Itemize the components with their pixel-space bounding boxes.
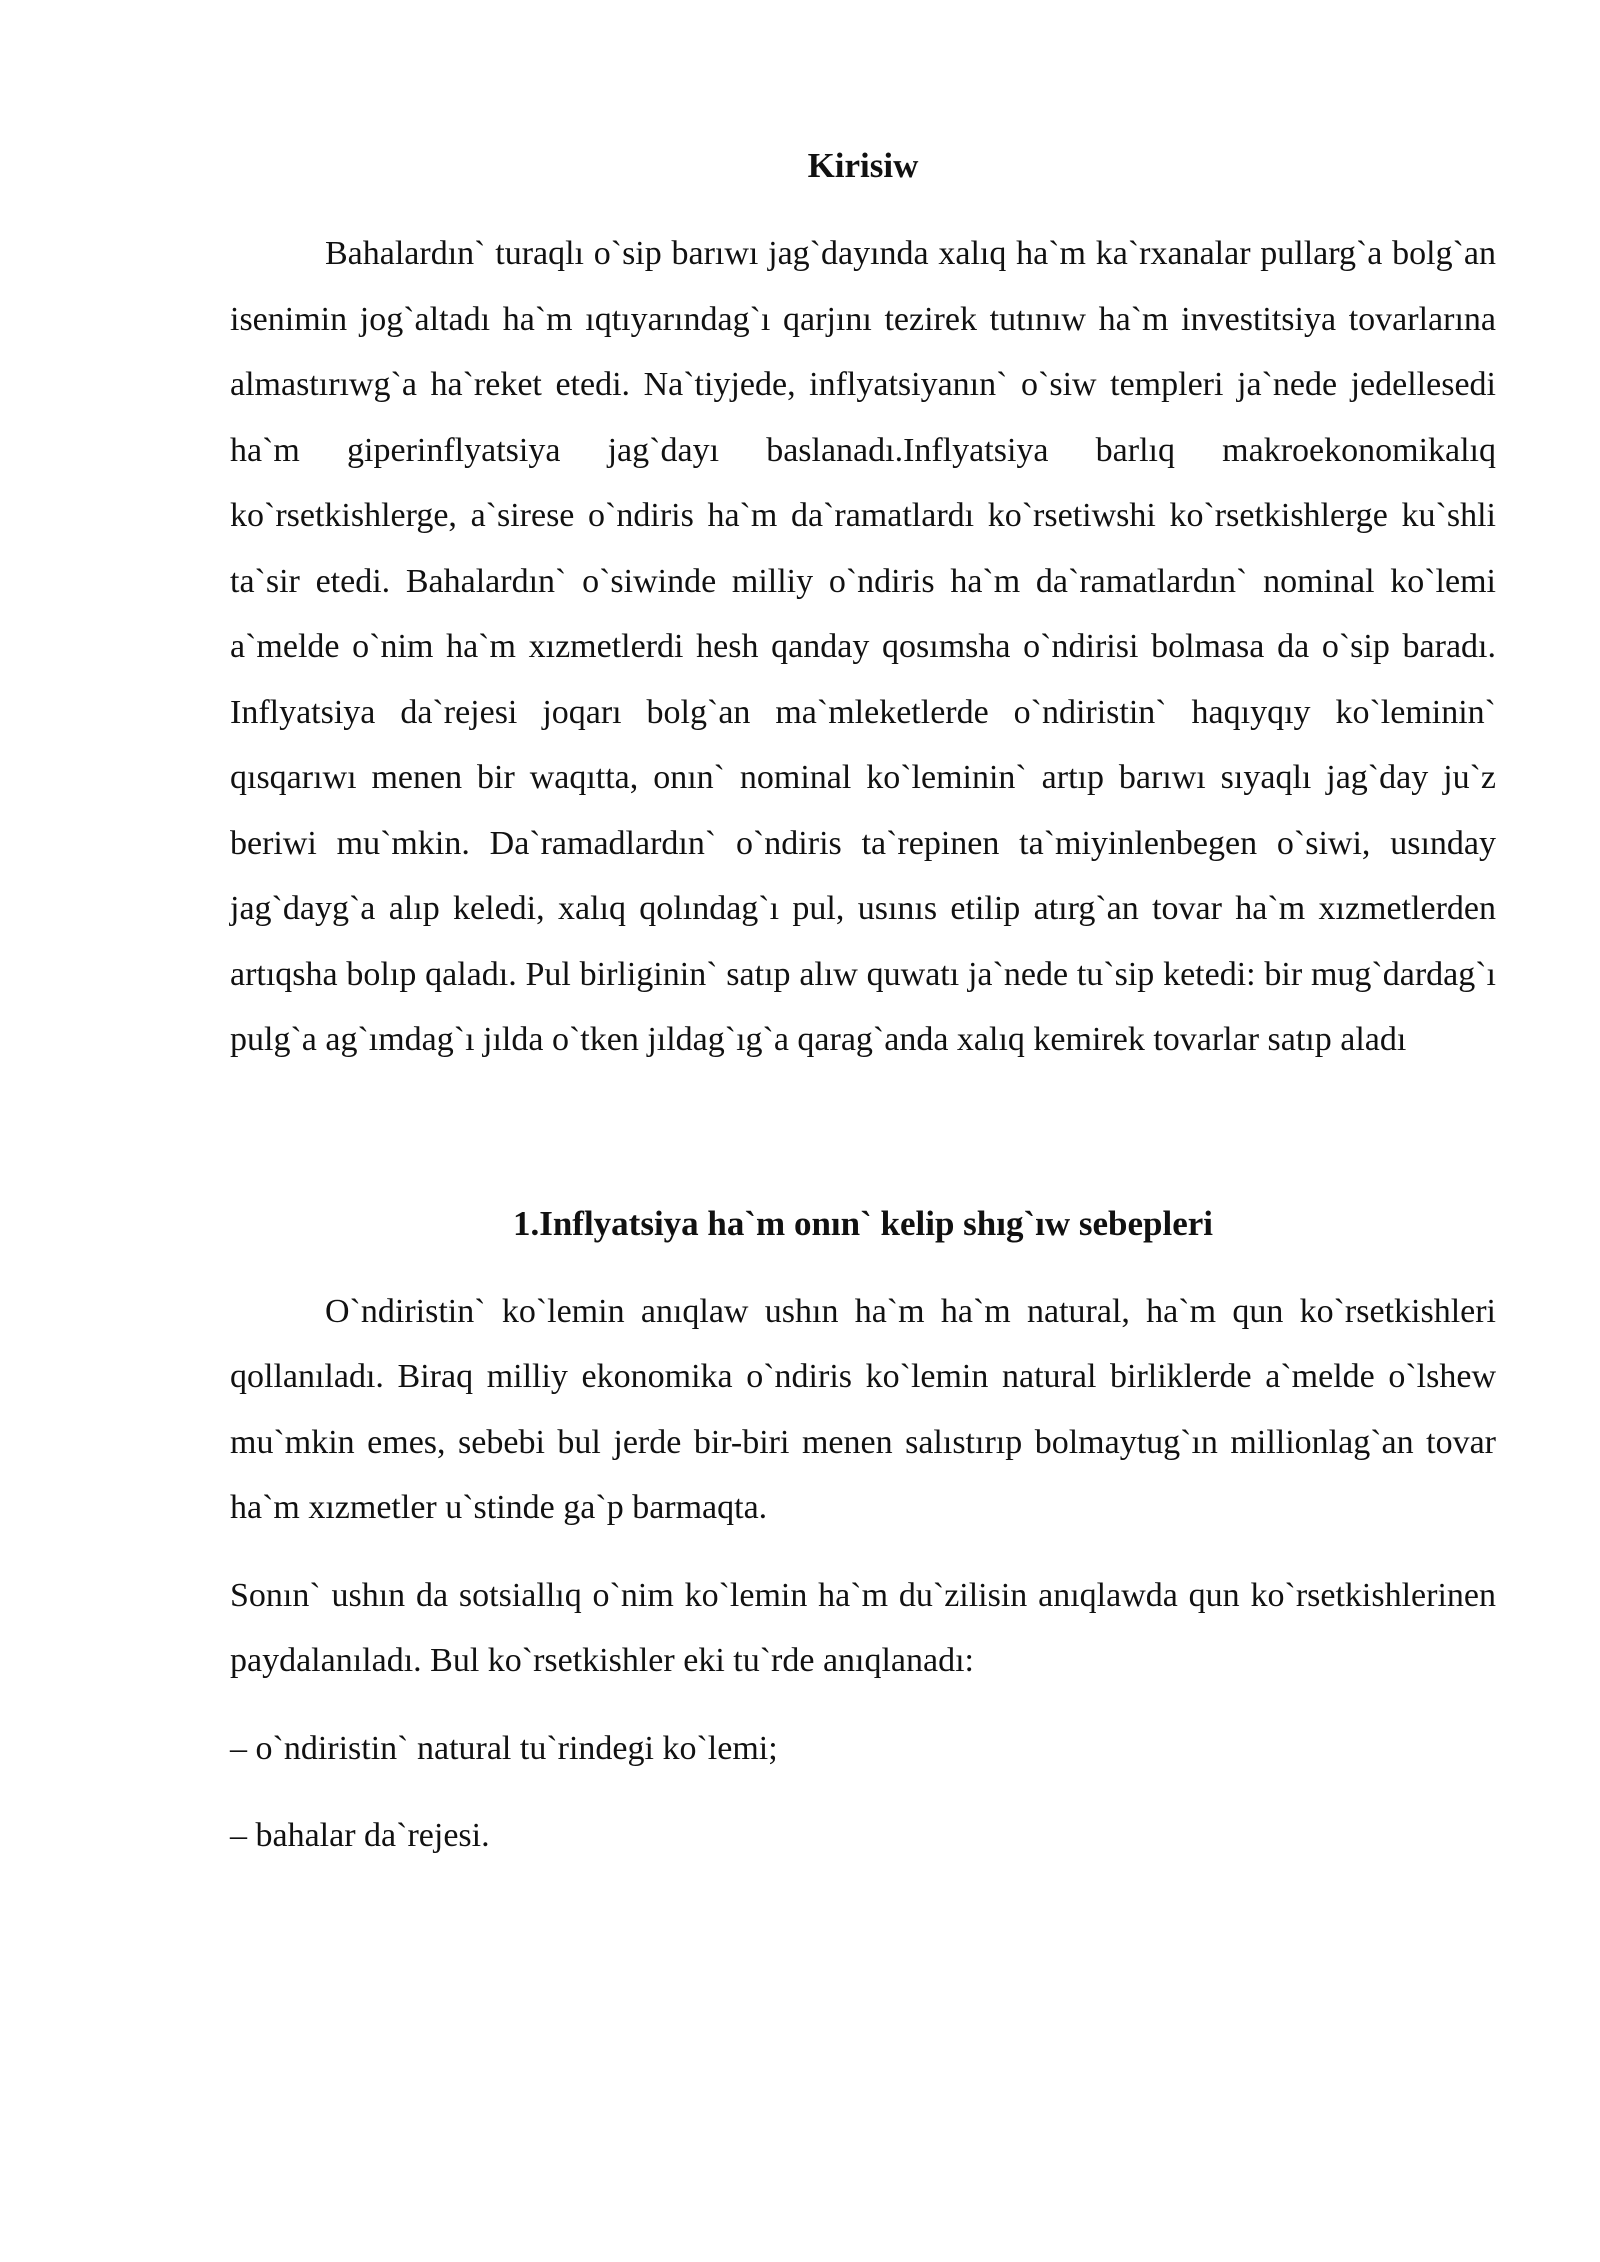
section-title-inflation-causes: 1.Inflyatsiya ha`m onın` kelip shıg`ıw sebepleri [512,1203,1214,1243]
list-item: – bahalar da`rejesi. [230,1817,490,1854]
inflation-paragraph-2: Sonın` ushın da sotsiallıq o`nim ko`lemin ha`m du`zilisin anıqlawda qun ko`rsetkishlerinen paydalanıladı. Bul ko`rsetkishler eki tu`rde anıqlanadı: [230,1576,1496,1679]
list-item: – o`ndiristin` natural tu`rindegi ko`lemi; [230,1729,778,1767]
section-title-introduction: Kirisiw [807,146,919,185]
document-body [230,148,1496,1869]
inflation-paragraph-1: O`ndiristin` ko`lemin anıqlaw ushın ha`m ha`m natural, ha`m qun ko`rsetkishleri qollanıladı. Biraq milliy ekonomika o`ndiris ko`lemin natural birliklerde a`melde o`lshew mu`mkin emes, sebebi bul jerde bir-biri menen salıstırıp bolmaytug`ın millionlag`an tovar ha`m xızmetler u`stinde ga`p barmaqta. [230,1292,1496,1526]
introduction-paragraph: Bahalardın` turaqlı o`sip barıwı jag`dayında xalıq ha`m ka`rxanalar pullarg`a bolg`an isenimin jog`altadı ha`m ıqtıyarındag`ı qarjını tezirek tutınıw ha`m investitsiya tovarlarına almastırıwg`a ha`reket etedi. Na`tiyjede, inflyatsiyanın` o`siw templeri ja`nede jedellesedi ha`m giperinflyatsiya jag`dayı baslanadı.Inflyatsiya barlıq makroekonomikalıq ko`rsetkishlerge, a`sirese o`ndiris ha`m da`ramatlardı ko`rsetiwshi ko`rsetkishlerge ku`shli ta`sir etedi. Bahalardın` o`siwinde milliy o`ndiris ha`m da`ramatlardın` nominal ko`lemi a`melde o`nim ha`m xızmetlerdi hesh qanday qosımsha o`ndirisi bolmasa da o`sip baradı. Inflyatsiya da`rejesi joqarı bolg`an ma`mleketlerde o`ndiristin` haqıyqıy ko`leminin` qısqarıwı menen bir waqıtta, onın` nominal ko`leminin` artıp barıwı sıyaqlı jag`day ju`z beriwi mu`mkin. Da`ramadlardın` o`ndiris ta`repinen ta`miyinlenbegen o`siwi, usınday jag`dayg`a alıp keledi, xalıq qolındag`ı pul, usınıs etilip atırg`an tovar ha`m xızmetlerden artıqsha bolıp qaladı. Pul birliginin` satıp alıw quwatı ja`nede tu`sip ketedi: bir mug`dardag`ı pulg`a ag`ımdag`ı jılda o`tken jıldag`ıg`a qarag`anda xalıq kemirek tovarlar satıp aladı [230,235,1496,1058]
